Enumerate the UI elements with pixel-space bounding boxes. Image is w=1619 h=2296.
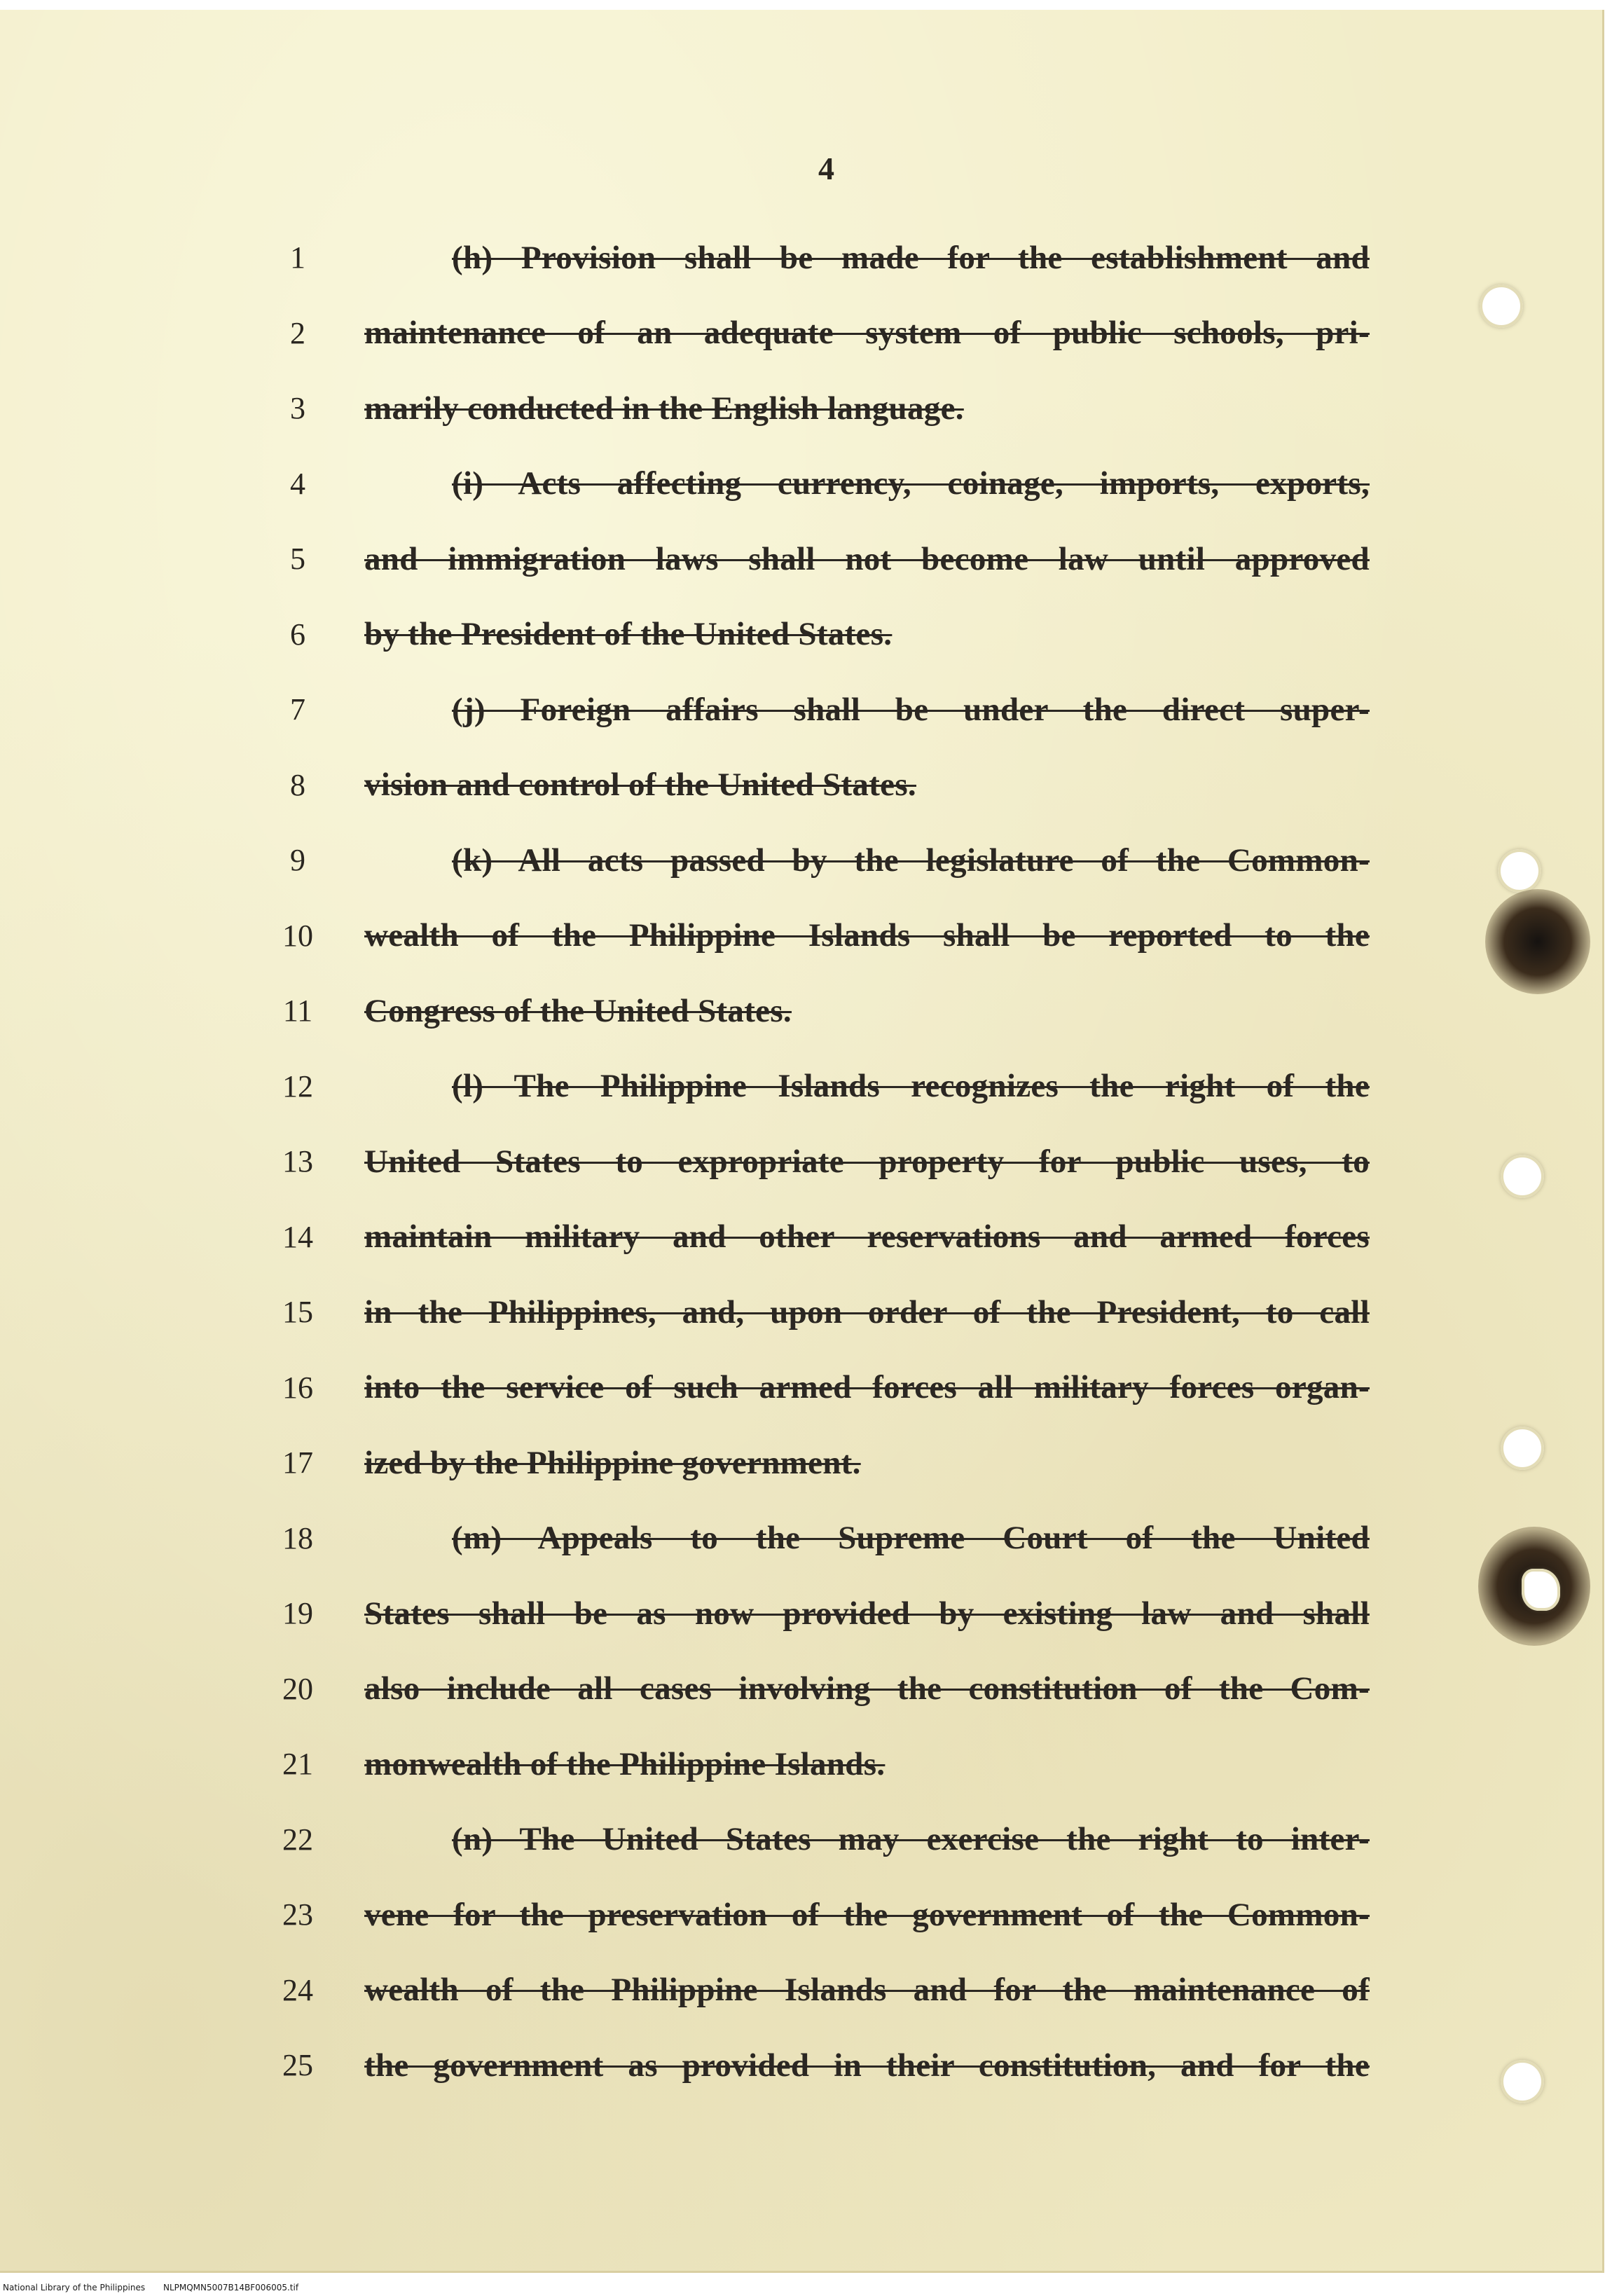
line-number: 25 [282,2048,313,2083]
punch-hole [1480,284,1523,328]
line-number: 8 [290,767,305,802]
document-page [0,10,1604,2273]
text-line [266,1802,1373,1878]
line-number: 5 [290,542,305,577]
line-number: 9 [290,843,305,878]
burn-hole [1522,1569,1560,1611]
line-number: 17 [282,1445,313,1480]
struck-through-text: (j) Foreign affairs shall be under the direct super- [452,691,1370,728]
text-line [266,1124,1373,1199]
struck-through-text: the government as provided in their constitution, and for the [364,2047,1370,2084]
struck-through-text: wealth of the Philippine Islands shall be reported to the [364,917,1370,954]
line-number: 4 [290,466,305,501]
text-line [266,1576,1373,1651]
text-line [266,1049,1373,1125]
struck-through-text: maintain military and other reservations and armed forces [364,1218,1370,1256]
text-line [266,1877,1373,1953]
page-number: 4 [818,151,834,186]
text-line [266,973,1373,1049]
struck-through-text: marily conducted in the English language. [364,390,964,427]
line-number: 3 [290,391,305,426]
text-line [266,823,1373,898]
text-line [266,1425,1373,1501]
struck-through-text: States shall be as now provided by existing law and shall [364,1595,1370,1632]
punch-hole [1501,2060,1544,2103]
line-number: 21 [282,1747,313,1782]
text-line [266,898,1373,974]
line-number: 1 [290,240,305,275]
file-identifier: NLPMQMN5007B14BF006005.tif [163,2283,299,2292]
text-line [266,1726,1373,1802]
line-number: 7 [290,692,305,727]
struck-through-text: in the Philippines, and, upon order of the President, to call [364,1293,1370,1331]
text-line [266,220,1373,296]
line-number: 6 [290,617,305,652]
line-number: 2 [290,315,305,350]
text-line [266,672,1373,748]
text-line [266,597,1373,673]
line-number: 13 [282,1144,313,1179]
struck-through-text: vene for the preservation of the government of the Common- [364,1896,1370,1933]
text-line [266,1501,1373,1576]
line-number: 14 [282,1219,313,1254]
struck-through-text: (m) Appeals to the Supreme Court of the United [452,1520,1370,1557]
line-number: 23 [282,1897,313,1932]
line-number: 20 [282,1671,313,1706]
struck-through-text: wealth of the Philippine Islands and for the maintenance of [364,1972,1370,2009]
struck-through-text: ized by the Philippine government. [364,1444,861,1481]
line-number: 24 [282,1972,313,2007]
punch-hole [1501,1427,1544,1470]
struck-through-text: and immigration laws shall not become law until approved [364,540,1370,577]
line-number: 22 [282,1822,313,1857]
struck-through-text: (n) The United States may exercise the right to inter- [452,1821,1370,1858]
struck-through-text: Congress of the United States. [364,992,792,1029]
text-line [266,1651,1373,1727]
line-number: 19 [282,1596,313,1631]
line-number: 15 [282,1295,313,1330]
struck-through-text: United States to expropriate property for public uses, to [364,1143,1370,1180]
text-line [266,1274,1373,1350]
library-credit: National Library of the Philippines [3,2283,146,2292]
line-number: 10 [282,918,313,953]
struck-through-text: vision and control of the United States. [364,767,916,804]
line-number: 18 [282,1520,313,1555]
text-line [266,1350,1373,1426]
text-line [266,2028,1373,2103]
text-line [266,1199,1373,1275]
line-number: 11 [282,994,313,1029]
text-line [266,1953,1373,2028]
punch-hole [1501,1155,1544,1198]
text-line [266,296,1373,371]
text-line [266,446,1373,522]
text-line [266,371,1373,446]
struck-through-text: also include all cases involving the constitution of the Com- [364,1670,1370,1707]
text-line [266,748,1373,823]
struck-through-text: (k) All acts passed by the legislature of the Common- [452,841,1370,879]
struck-through-text: maintenance of an adequate system of public schools, pri- [364,315,1370,352]
scan-footer [3,2283,314,2292]
line-number: 16 [282,1370,313,1405]
burn-mark [1485,889,1590,994]
text-line [266,521,1373,597]
struck-through-text: (l) The Philippine Islands recognizes the right of the [452,1068,1370,1105]
struck-through-text: into the service of such armed forces all military forces organ- [364,1369,1370,1406]
struck-through-text: by the President of the United States. [364,616,893,653]
line-number: 12 [282,1068,313,1104]
struck-through-text: (i) Acts affecting currency, coinage, imports, exports, [452,465,1370,502]
numbered-text-lines [266,220,1373,2103]
struck-through-text: monwealth of the Philippine Islands. [364,1745,886,1782]
punch-hole [1498,849,1541,893]
struck-through-text: (h) Provision shall be made for the establishment and [452,239,1370,276]
